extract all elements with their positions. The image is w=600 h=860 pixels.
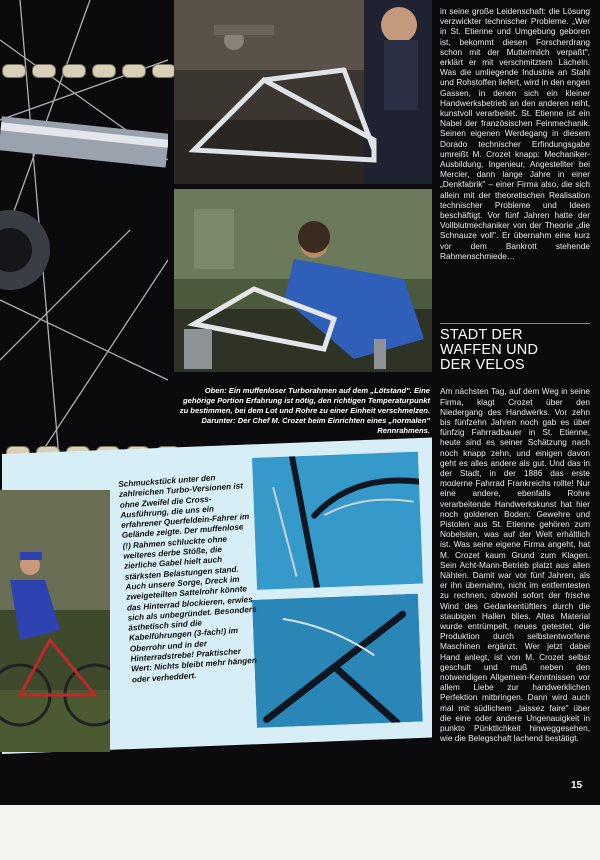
article-text-top	[440, 6, 590, 261]
cyclist-photo	[0, 490, 110, 752]
page-number: 15	[571, 780, 583, 791]
page-margin	[0, 805, 600, 860]
cable-routing-photo-bottom	[252, 594, 423, 728]
article-paragraph-2: Am nächsten Tag, auf dem Weg in seine Firma, klagt Crozet über den Niedergang des Handwerks. Vor zehn bis fünfzehn Jahren noch gab es über fünfzig Fahrradbauer in St. Etienne, heute sind es seiner Schätzung nach noch knapp zehn, und einigen davon geht es alles andere als gut. Und das in der Stadt, in der 1886 das erste moderne Fahrrad Frankreichs rollte! Nur eine andere, ebenfalls Rohre verarbeitende Handwerkskunst hat hier noch goldenen Boden: Gewehre und Pistolen aus St. Etienne gehören zum Nobelsten, was auf der Welt erhältlich ist. Was seine eigene Firma angeht, hat M. Crozet kaum Grund zum Klagen. Sein Acht-Mann-Betrieb platzt aus allen Nähten. Damit war vor fünf Jahren, als er ihn übernahm, nicht im entferntesten zu rechnen, obwohl sofort der frische Wind des Gedankentüftlers durch die staubigen Hallen blies. Altes Material wurde entrümpelt, neues getestet, die Produktion durch selbstentworfene Maschinen ergänzt. Wer jetzt dabei Hand anlegt, ist von M. Crozet selbst geschult und muß neben den notwendigen Allgemein-Kenntnissen vor allem Liebe zur handwerklichen Perfektion mitbringen. Dann wird auch mal mit südlichem „laissez faire" über die eine oder andere Ungenauigkeit in punkto Pünktlichkeit hinweggesehen, wie die Belegschaft lachend bestätigt.	[440, 386, 590, 744]
cable-routing-photo-top	[252, 452, 423, 590]
heading-line-2: WAFFEN UND	[440, 342, 539, 358]
brazing-stand-photo	[174, 0, 432, 184]
chain-upper	[2, 64, 176, 78]
article-text-bottom	[440, 378, 590, 752]
article-paragraph: in seine große Leidenschaft: die Lösung verzwickter technischer Probleme. „Wer in St. Etienne und Umgebung geboren ist, bekommt diesen Forscherdrang schon mit der Muttermilch verpaßt", erklärt er mit verschmitztem Lächeln. Was die umliegende Industrie an Stahl und Rohstoffen liefert, wird in den engen Gassen, in denen sich ein kleiner Handwerksbetrieb an den anderen reiht, kunstvoll verarbeitet. St. Etienne ist ein Nabel der französischen Feinmechanik. Seinen eigenen Werdegang in diesem Dorado technischer Erfindungsgabe umreißt M. Crozet knapp: Mechaniker-Ausbildung, Ingenieur, Angestellter bei Mercier, dann lange Jahre in einer „Denkfabrik" – einer Firma also, die sich allein mit der theoretischen Realisation technischer Probleme und Ideen beschäftigt. Vor fünf Jahren hatte der Vollblutmechaniker von der Theorie „die Schnauze voll". Er übernahm eine kurz vor dem Bankrott stehende Rahmenschmiede…	[440, 6, 590, 261]
section-heading	[440, 328, 590, 373]
frame-setup-photo	[174, 189, 432, 372]
heading-line-1: STADT DER	[440, 327, 523, 343]
heading-rule	[440, 323, 590, 324]
panel-text: Schmuckstück unter den zahlreichen Turbo-Versionen ist ohne Zweifel die Cross-Ausführung, die uns ein erfahrener Querfeldein-Fahrer im Gelände zeigte. Der muffenlose (!) Rahmen schluckte ohne weiteres derbe Stöße, die zierliche Gabel hielt auch stärksten Belastungen stand. Auch unsere Sorge, Dreck im zweigeteilten Sattelrohr könnte das Hinterrad blockieren, erwies sich als unbegründet. Besonders ästhetisch sind die Kabelführungen (3-fach!) im Oberrohr und in der Hinterradstrebe! Praktischer Wert: Nichts bleibt mehr hängen oder verheddert.	[118, 473, 258, 685]
heading-line-3: DER VELOS	[440, 357, 525, 373]
photo-caption: Oben: Ein muffenloser Turborahmen auf dem „Lötstand". Eine gehörige Portion Erfahrung ist nötig, den richtigen Temperaturpunkt zu bestimmen, bei dem Lot und Rohre zu einer Einheit verschmelzen. Darunter: Der Chef M. Crozet beim Einrichten eines „normalen" Rennrahmens.	[179, 385, 430, 436]
